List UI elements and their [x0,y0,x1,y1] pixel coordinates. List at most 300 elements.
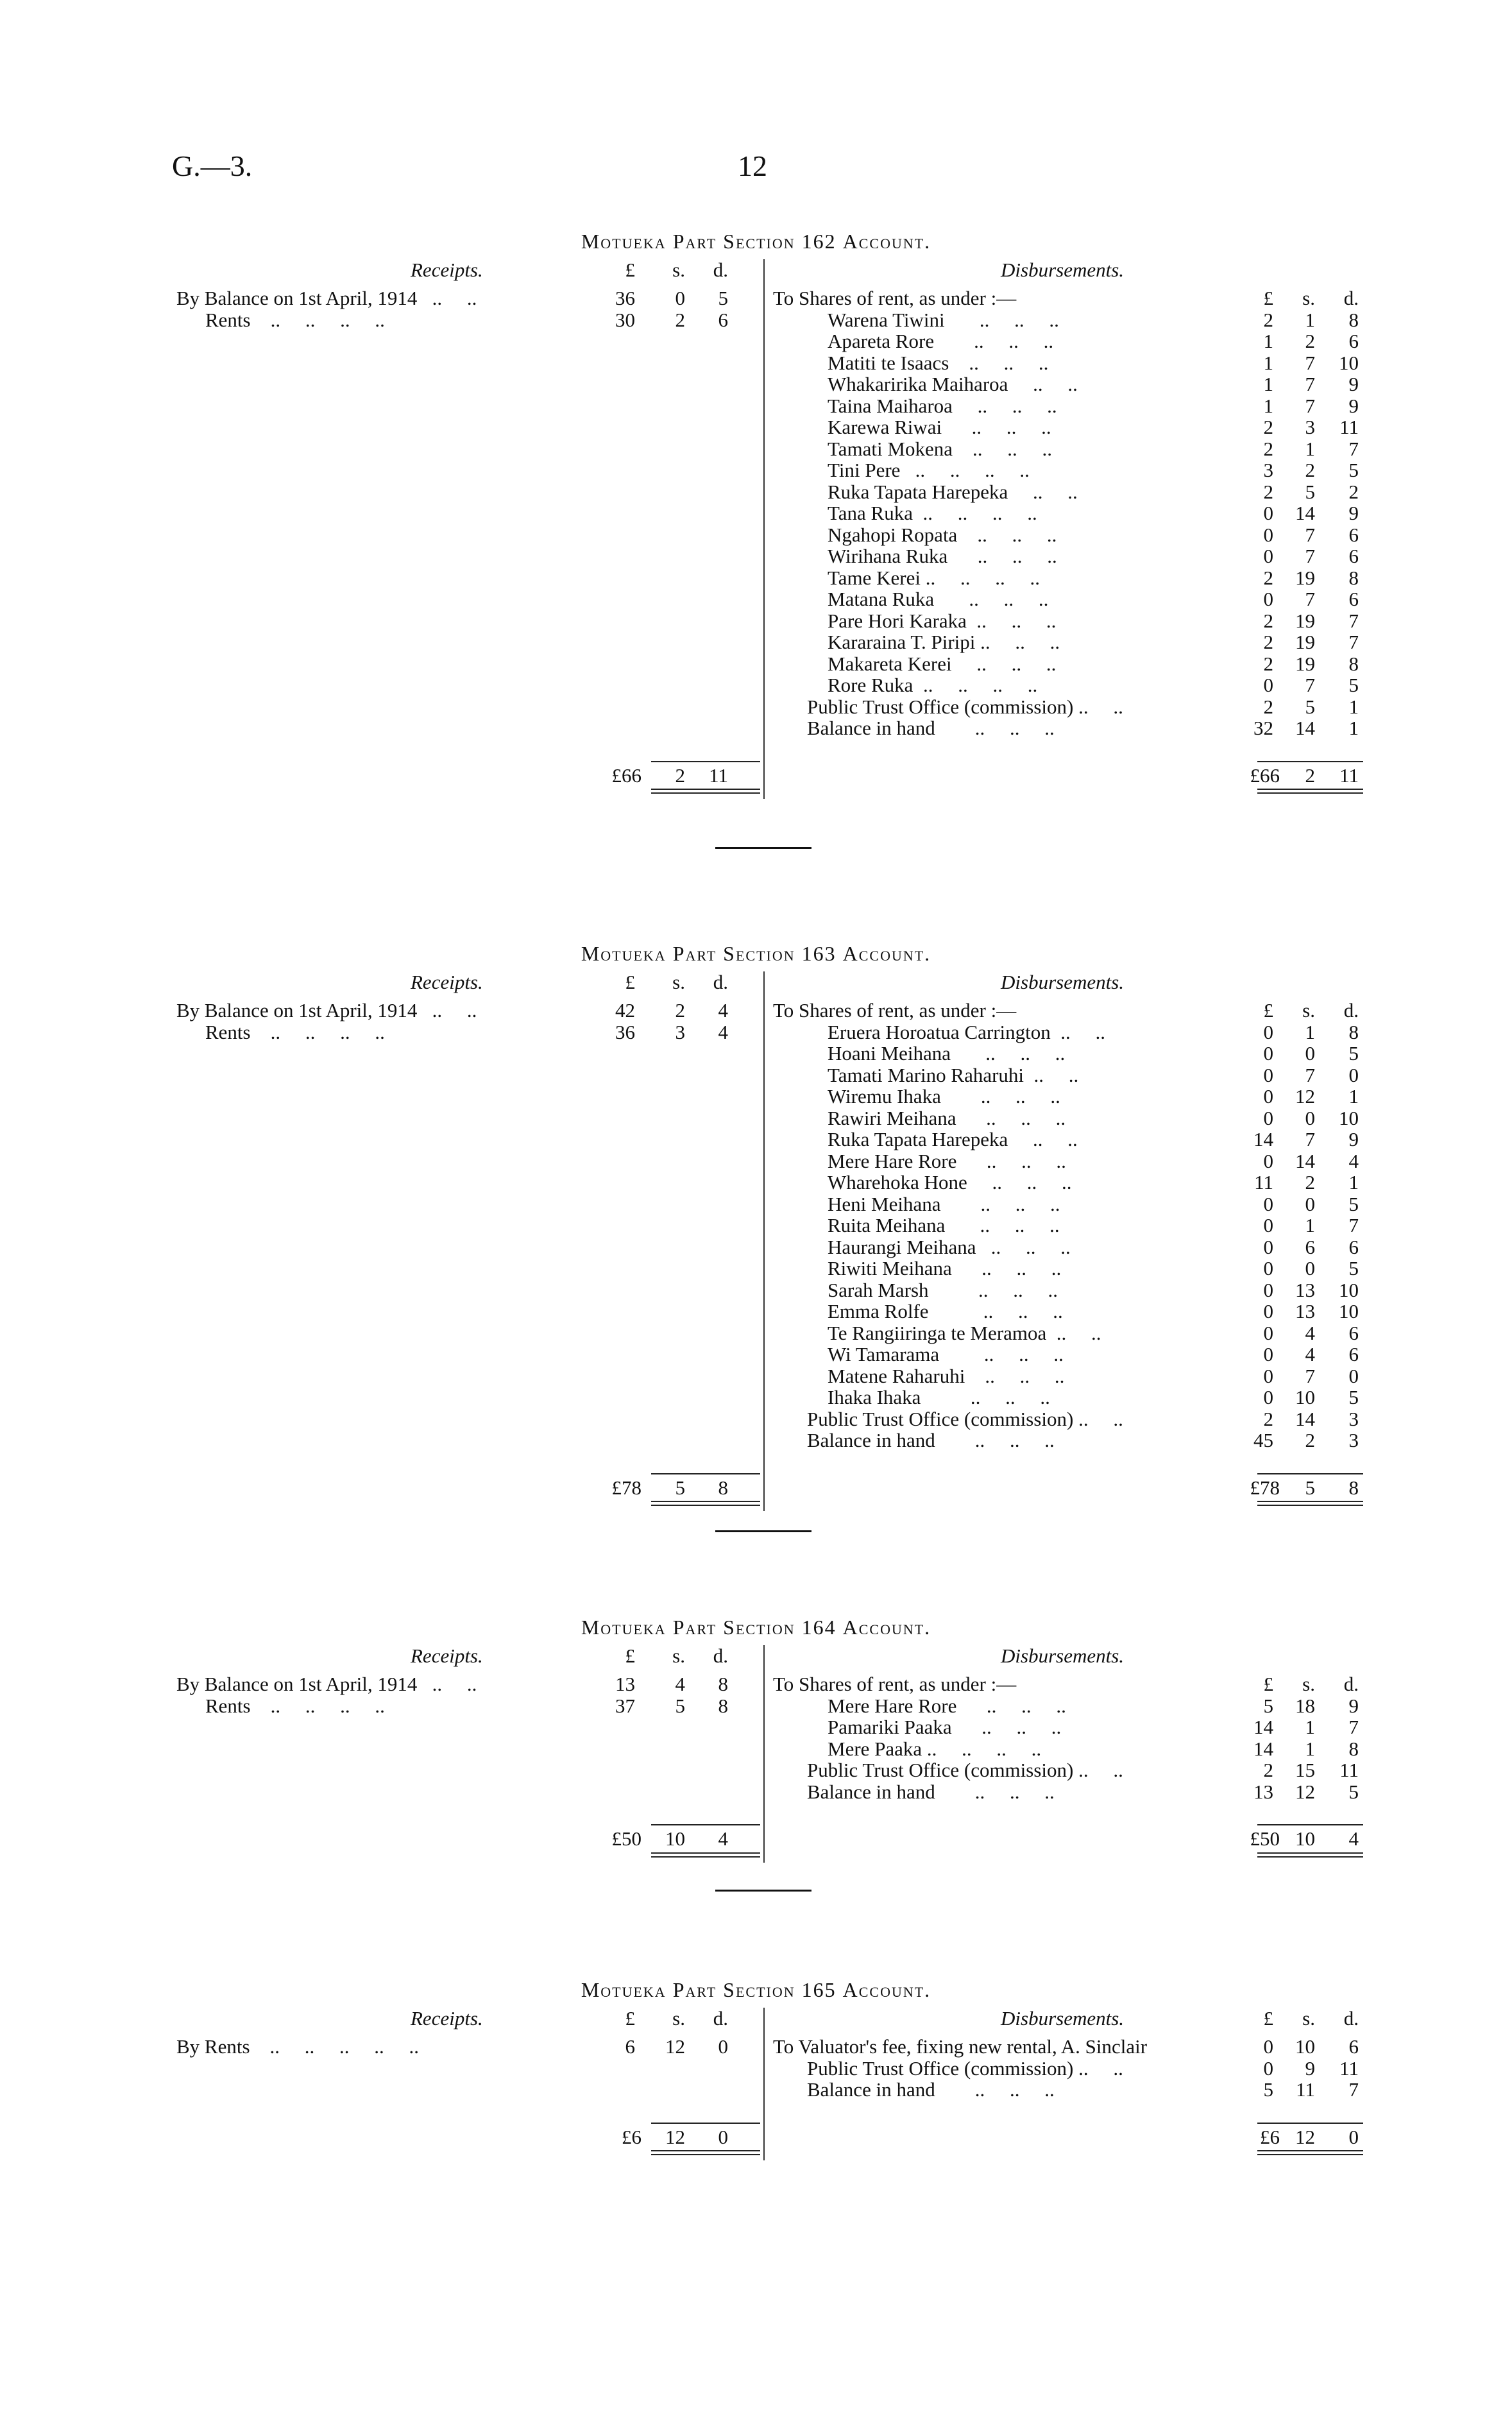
dis-col-shillings: s. [1302,999,1315,1021]
column-divider [763,2008,765,2160]
account-title-number: 165 [801,1978,843,2001]
disbursement-pounds: 1 [1263,330,1273,352]
disbursement-pounds: 0 [1263,674,1273,696]
disbursement-pence: 0 [1348,1063,1359,1086]
disbursement-summary-pounds: 2 [1263,695,1273,718]
disbursement-pence: 7 [1348,631,1359,653]
account-title-number: 163 [801,942,843,965]
disbursement-shillings: 19 [1295,609,1315,632]
disbursement-pounds: 0 [1263,1214,1273,1236]
disbursement-summary-pence: 5 [1348,1780,1359,1803]
disbursement-payee: Ruka Tapata Harepeka .. .. [828,1128,1078,1150]
disbursement-shillings: 12 [1295,1085,1315,1107]
disbursements-total-pence: 4 [1348,1827,1359,1850]
disbursement-summary-pounds: 2 [1263,1407,1273,1430]
disbursement-payee: Apareta Rore .. .. .. [828,330,1054,352]
disbursement-pounds: 2 [1263,652,1273,675]
receipt-pence: 8 [718,1673,728,1695]
account-title [0,1979,1512,2001]
disbursement-summary-shillings: 5 [1305,695,1315,718]
disbursements-total-pounds: £78 [1250,1476,1280,1499]
disbursement-payee: Tamati Mokena .. .. .. [828,437,1052,460]
disbursement-summary-shillings: 2 [1305,1429,1315,1451]
receipt-pence: 4 [718,1020,728,1043]
receipts-total-pounds: £66 [611,764,641,787]
receipts-total-shillings: 10 [665,1827,685,1850]
total-rule-double-2 [651,2154,760,2155]
total-rule-top [1257,761,1363,762]
dis-header-amount-shillings: 10 [1295,2035,1315,2058]
dis-col-pence: d. [1343,1673,1359,1695]
disbursement-pence: 1 [1348,1085,1359,1107]
disbursement-pence: 7 [1348,1716,1359,1738]
receipts-total-shillings: 12 [665,2125,685,2148]
disbursement-pence: 9 [1348,1128,1359,1150]
disbursement-pounds: 2 [1263,437,1273,460]
disbursement-pounds: 0 [1263,1085,1273,1107]
receipt-pounds: 42 [615,999,635,1021]
disbursement-pounds: 0 [1263,1278,1273,1301]
disbursement-pence: 11 [1339,416,1359,438]
disbursement-pence: 7 [1348,609,1359,632]
disbursement-pounds: 0 [1263,1149,1273,1172]
disbursement-pence: 5 [1348,674,1359,696]
dis-header-amount-pounds: 0 [1263,2035,1273,2058]
receipts-col-pound: £ [625,1645,635,1667]
receipt-shillings: 2 [675,308,685,331]
receipt-line: By Balance on 1st April, 1914 .. .. [176,287,477,309]
disbursement-pounds: 0 [1263,1235,1273,1258]
receipts-total-pounds: £50 [611,1827,641,1850]
disbursement-pence: 4 [1348,1149,1359,1172]
disbursement-pounds: 0 [1263,1192,1273,1215]
account-section-164 [0,1616,1512,1850]
total-rule-double-1 [1257,1501,1363,1502]
account-title [0,231,1512,253]
disbursement-summary-pence: 11 [1339,2056,1359,2080]
receipt-pence: 4 [718,999,728,1021]
receipts-col-pound: £ [625,259,635,281]
disbursement-shillings: 7 [1305,674,1315,696]
disbursement-summary-pence: 7 [1348,2078,1359,2101]
disbursement-shillings: 7 [1305,588,1315,610]
total-rule-top [651,1824,760,1825]
disbursement-pounds: 14 [1253,1128,1273,1150]
disbursement-pence: 5 [1348,1192,1359,1215]
disbursement-pence: 8 [1348,1737,1359,1760]
account-title [0,1617,1512,1639]
disbursement-shillings: 4 [1305,1343,1315,1365]
disbursement-payee: Wi Tamarama .. .. .. [828,1343,1064,1365]
disbursement-summary-shillings: 9 [1305,2056,1315,2080]
account-title-number: 162 [801,230,843,253]
disbursement-pounds: 0 [1263,1042,1273,1064]
disbursement-pence: 6 [1348,1321,1359,1344]
total-rule-double-1 [1257,1852,1363,1854]
disbursement-pounds: 0 [1263,1321,1273,1344]
disbursement-pounds: 2 [1263,631,1273,653]
account-section-165 [0,1978,1512,2148]
disbursement-payee: Mere Hare Rore .. .. .. [828,1694,1066,1717]
receipt-pounds: 36 [615,1020,635,1043]
disbursement-payee: Haurangi Meihana .. .. .. [828,1235,1071,1258]
dis-col-pound: £ [1263,2007,1273,2029]
disbursement-pence: 9 [1348,373,1359,395]
disbursements-total-pounds: £66 [1250,764,1280,787]
disbursement-payee: Ruka Tapata Harepeka .. .. [828,480,1078,503]
disbursement-pounds: 2 [1263,308,1273,331]
disbursement-pence: 8 [1348,652,1359,675]
receipts-col-shillings: s. [672,971,685,993]
total-rule-double-1 [1257,789,1363,790]
disbursement-shillings: 7 [1305,394,1315,417]
disbursement-payee: Taina Maiharoa .. .. .. [828,394,1057,417]
disbursement-shillings: 19 [1295,652,1315,675]
disbursement-pence: 6 [1348,545,1359,567]
disbursement-shillings: 7 [1305,523,1315,546]
disbursement-pounds: 0 [1263,1020,1273,1043]
receipt-pounds: 13 [615,1673,635,1695]
disbursement-pence: 10 [1339,351,1359,374]
disbursement-pence: 8 [1348,1020,1359,1043]
disbursement-pence: 0 [1348,1364,1359,1387]
page-number: 12 [738,150,767,182]
disbursement-pence: 8 [1348,308,1359,331]
dis-col-pound: £ [1263,1673,1273,1695]
disbursement-shillings: 14 [1295,1149,1315,1172]
disbursement-payee: Emma Rolfe .. .. .. [828,1300,1063,1322]
disbursement-payee: Eruera Horoatua Carrington .. .. [828,1020,1106,1043]
receipts-total-pence: 11 [709,764,728,787]
disbursement-shillings: 2 [1305,330,1315,352]
total-rule-top [651,1473,760,1474]
disbursement-payee: Mere Hare Rore .. .. .. [828,1149,1066,1172]
account-title-suffix: Account. [842,1616,931,1639]
disbursement-pence: 6 [1348,1343,1359,1365]
receipt-shillings: 3 [675,1020,685,1043]
disbursements-total-pence: 11 [1339,764,1359,787]
disbursement-payee: Wiremu Ihaka .. .. .. [828,1085,1060,1107]
receipt-pence: 6 [718,308,728,331]
receipts-total-pounds: £78 [611,1476,641,1499]
disbursement-pence: 6 [1348,1235,1359,1258]
account-title-suffix: Account. [842,230,931,253]
disbursement-summary-line: Balance in hand .. .. .. [807,717,1055,739]
disbursement-pounds: 1 [1263,394,1273,417]
disbursement-pence: 8 [1348,566,1359,589]
disbursement-payee: Mere Paaka .. .. .. .. [828,1737,1042,1760]
disbursement-shillings: 18 [1295,1694,1315,1717]
disbursement-shillings: 1 [1305,1716,1315,1738]
disbursement-payee: Matene Raharuhi .. .. .. [828,1364,1065,1387]
disbursement-shillings: 7 [1305,545,1315,567]
disbursement-payee: Wharehoka Hone .. .. .. [828,1171,1072,1193]
disbursement-summary-pence: 11 [1339,1759,1359,1781]
disbursement-payee: Karewa Riwai .. .. .. [828,416,1051,438]
dis-header-line: To Valuator's fee, fixing new rental, A. Sinclair [773,2035,1148,2058]
disbursement-pounds: 3 [1263,459,1273,481]
disbursement-shillings: 5 [1305,480,1315,503]
disbursement-payee: Rore Ruka .. .. .. .. [828,674,1038,696]
dis-header-line: To Shares of rent, as under :— [773,999,1017,1021]
disbursement-payee: Pare Hori Karaka .. .. .. [828,609,1057,632]
section-separator-rule [715,1530,811,1532]
total-rule-top [1257,2123,1363,2124]
disbursements-total-pence: 0 [1348,2125,1359,2148]
total-rule-double-2 [1257,1505,1363,1506]
disbursement-shillings: 0 [1305,1042,1315,1064]
disbursement-shillings: 13 [1295,1300,1315,1322]
disbursement-summary-shillings: 15 [1295,1759,1315,1781]
disbursements-total-shillings: 10 [1295,1827,1315,1850]
disbursement-pence: 9 [1348,1694,1359,1717]
disbursements-total-shillings: 2 [1305,764,1315,787]
disbursement-shillings: 0 [1305,1257,1315,1279]
disbursement-pounds: 0 [1263,1364,1273,1387]
total-rule-double-2 [1257,1856,1363,1858]
receipt-pence: 8 [718,1694,728,1717]
receipts-total-shillings: 2 [675,764,685,787]
disbursement-pounds: 0 [1263,502,1273,524]
disbursement-shillings: 3 [1305,416,1315,438]
disbursement-summary-line: Public Trust Office (commission) .. .. [807,695,1123,718]
disbursement-payee: Kararaina T. Piripi .. .. .. [828,631,1060,653]
disbursement-payee: Riwiti Meihana .. .. .. [828,1257,1062,1279]
disbursement-pounds: 14 [1253,1716,1273,1738]
dis-header-amount-pence: 6 [1348,2035,1359,2058]
disbursement-payee: Te Rangiiringa te Meramoa .. .. [828,1321,1101,1344]
disbursement-pence: 6 [1348,330,1359,352]
disbursement-payee: Matiti te Isaacs .. .. .. [828,351,1049,374]
disbursement-pence: 9 [1348,394,1359,417]
disbursement-shillings: 19 [1295,631,1315,653]
disbursement-payee: Tini Pere .. .. .. .. [828,459,1030,481]
disbursement-pence: 5 [1348,1042,1359,1064]
disbursement-pounds: 0 [1263,1386,1273,1408]
disbursement-shillings: 0 [1305,1192,1315,1215]
column-divider [763,259,765,799]
total-rule-top [651,761,760,762]
disbursement-shillings: 19 [1295,566,1315,589]
total-rule-top [1257,1473,1363,1474]
disbursement-summary-line: Balance in hand .. .. .. [807,2078,1055,2101]
receipt-pence: 5 [718,287,728,309]
disbursement-pence: 5 [1348,459,1359,481]
account-title-suffix: Account. [842,942,931,965]
disbursement-payee: Ihaka Ihaka .. .. .. [828,1386,1050,1408]
receipts-heading: Receipts. [411,1645,483,1667]
dis-header-line: To Shares of rent, as under :— [773,287,1017,309]
disbursement-shillings: 1 [1305,308,1315,331]
disbursement-payee: Whakaririka Maiharoa .. .. [828,373,1078,395]
dis-col-shillings: s. [1302,287,1315,309]
disbursement-payee: Matana Ruka .. .. .. [828,588,1049,610]
section-separator-rule [715,1890,811,1892]
disbursement-shillings: 1 [1305,437,1315,460]
disbursement-pounds: 0 [1263,1063,1273,1086]
receipt-pence: 0 [718,2035,728,2058]
disbursement-pounds: 14 [1253,1737,1273,1760]
dis-col-pound: £ [1263,999,1273,1021]
disbursement-payee: Wirihana Ruka .. .. .. [828,545,1057,567]
receipts-total-pence: 4 [718,1827,728,1850]
disbursement-summary-shillings: 12 [1295,1780,1315,1803]
disbursement-pence: 10 [1339,1278,1359,1301]
receipts-col-shillings: s. [672,259,685,281]
disbursement-pence: 10 [1339,1106,1359,1129]
total-rule-double-2 [651,1505,760,1506]
disbursement-pence: 10 [1339,1300,1359,1322]
disbursements-total-shillings: 5 [1305,1476,1315,1499]
disbursement-summary-pounds: 0 [1263,2056,1273,2080]
disbursement-summary-pence: 3 [1348,1429,1359,1451]
total-rule-double-2 [651,792,760,794]
disbursement-pence: 9 [1348,502,1359,524]
disbursement-pence: 5 [1348,1257,1359,1279]
receipt-pounds: 30 [615,308,635,331]
disbursements-heading: Disbursements. [1001,1645,1125,1667]
dis-header-line: To Shares of rent, as under :— [773,1673,1017,1695]
disbursement-pounds: 11 [1254,1171,1273,1193]
dis-col-pence: d. [1343,287,1359,309]
disbursement-pence: 2 [1348,480,1359,503]
receipt-shillings: 0 [675,287,685,309]
receipts-col-pound: £ [625,971,635,993]
receipts-col-shillings: s. [672,1645,685,1667]
disbursement-pounds: 0 [1263,1300,1273,1322]
disbursement-payee: Tamati Marino Raharuhi .. .. [828,1063,1079,1086]
disbursement-summary-line: Public Trust Office (commission) .. .. [807,1759,1123,1781]
total-rule-double-2 [1257,792,1363,794]
disbursement-shillings: 2 [1305,459,1315,481]
disbursement-payee: Hoani Meihana .. .. .. [828,1042,1066,1064]
receipt-shillings: 2 [675,999,685,1021]
total-rule-double-1 [651,1501,760,1502]
disbursements-total-pence: 8 [1348,1476,1359,1499]
dis-col-pence: d. [1343,999,1359,1021]
disbursement-pounds: 2 [1263,609,1273,632]
disbursement-shillings: 1 [1305,1214,1315,1236]
disbursement-summary-pence: 1 [1348,717,1359,739]
receipt-shillings: 12 [665,2035,685,2058]
account-title-suffix: Account. [842,1978,931,2001]
receipts-col-pence: d. [713,1645,728,1667]
disbursement-pounds: 0 [1263,1343,1273,1365]
disbursement-shillings: 6 [1305,1235,1315,1258]
disbursements-total-pounds: £50 [1250,1827,1280,1850]
disbursement-pence: 6 [1348,523,1359,546]
disbursement-payee: Ruita Meihana .. .. .. [828,1214,1060,1236]
disbursement-summary-pounds: 2 [1263,1759,1273,1781]
disbursement-summary-pounds: 13 [1253,1780,1273,1803]
disbursement-pence: 7 [1348,1214,1359,1236]
disbursement-pounds: 2 [1263,566,1273,589]
disbursement-summary-shillings: 14 [1295,1407,1315,1430]
disbursement-pounds: 0 [1263,1257,1273,1279]
disbursement-shillings: 7 [1305,351,1315,374]
receipt-pounds: 36 [615,287,635,309]
receipt-line: By Balance on 1st April, 1914 .. .. [176,1673,477,1695]
disbursement-summary-pence: 3 [1348,1407,1359,1430]
receipts-total-shillings: 5 [675,1476,685,1499]
receipts-total-pence: 8 [718,1476,728,1499]
dis-col-shillings: s. [1302,2007,1315,2029]
disbursement-shillings: 7 [1305,1128,1315,1150]
receipts-col-pence: d. [713,2007,728,2029]
receipts-total-pence: 0 [718,2125,728,2148]
page-reference: G.—3. [172,150,253,182]
disbursement-shillings: 10 [1295,1386,1315,1408]
receipts-heading: Receipts. [411,2007,483,2029]
disbursement-summary-pence: 1 [1348,695,1359,718]
disbursement-payee: Makareta Kerei .. .. .. [828,652,1057,675]
receipt-line: Rents .. .. .. .. [205,308,385,331]
receipts-col-pound: £ [625,2007,635,2029]
disbursement-payee: Rawiri Meihana .. .. .. [828,1106,1066,1129]
disbursements-total-pounds: £6 [1260,2125,1280,2148]
disbursement-payee: Sarah Marsh .. .. .. [828,1278,1058,1301]
section-separator-rule [715,847,811,849]
receipt-line: Rents .. .. .. .. [205,1694,385,1717]
disbursement-shillings: 7 [1305,1063,1315,1086]
dis-col-pound: £ [1263,287,1273,309]
receipts-col-shillings: s. [672,2007,685,2029]
disbursements-total-shillings: 12 [1295,2125,1315,2148]
disbursement-pounds: 0 [1263,588,1273,610]
total-rule-double-1 [651,1852,760,1854]
disbursement-summary-pounds: 32 [1253,717,1273,739]
column-divider [763,1645,765,1863]
account-title-prefix: Motueka Part Section [581,1978,802,2001]
receipts-total-pounds: £6 [622,2125,641,2148]
disbursement-summary-pounds: 5 [1263,2078,1273,2101]
dis-col-shillings: s. [1302,1673,1315,1695]
disbursement-pounds: 0 [1263,1106,1273,1129]
disbursement-pounds: 2 [1263,416,1273,438]
receipt-pounds: 37 [615,1694,635,1717]
disbursement-summary-shillings: 11 [1296,2078,1315,2101]
column-divider [763,971,765,1511]
disbursement-payee: Ngahopi Ropata .. .. .. [828,523,1057,546]
total-rule-top [1257,1824,1363,1825]
disbursement-shillings: 2 [1305,1171,1315,1193]
total-rule-double-1 [651,789,760,790]
disbursement-payee: Heni Meihana .. .. .. [828,1192,1060,1215]
disbursement-shillings: 1 [1305,1737,1315,1760]
receipts-col-pence: d. [713,971,728,993]
account-section-162 [0,230,1512,787]
receipts-heading: Receipts. [411,971,483,993]
total-rule-double-2 [1257,2154,1363,2155]
disbursements-heading: Disbursements. [1001,259,1125,281]
receipts-col-pence: d. [713,259,728,281]
disbursement-pence: 1 [1348,1171,1359,1193]
receipt-shillings: 5 [675,1694,685,1717]
disbursement-payee: Tana Ruka .. .. .. .. [828,502,1037,524]
disbursement-shillings: 13 [1295,1278,1315,1301]
disbursement-pounds: 5 [1263,1694,1273,1717]
disbursement-pence: 6 [1348,588,1359,610]
receipt-line: By Balance on 1st April, 1914 .. .. [176,999,477,1021]
disbursement-summary-line: Public Trust Office (commission) .. .. [807,2056,1123,2080]
account-title-prefix: Motueka Part Section [581,1616,802,1639]
receipt-line: By Rents .. .. .. .. .. [176,2035,420,2058]
total-rule-double-2 [651,1856,760,1858]
disbursement-shillings: 7 [1305,1364,1315,1387]
disbursement-pence: 5 [1348,1386,1359,1408]
disbursement-summary-line: Balance in hand .. .. .. [807,1429,1055,1451]
disbursement-summary-pounds: 45 [1253,1429,1273,1451]
